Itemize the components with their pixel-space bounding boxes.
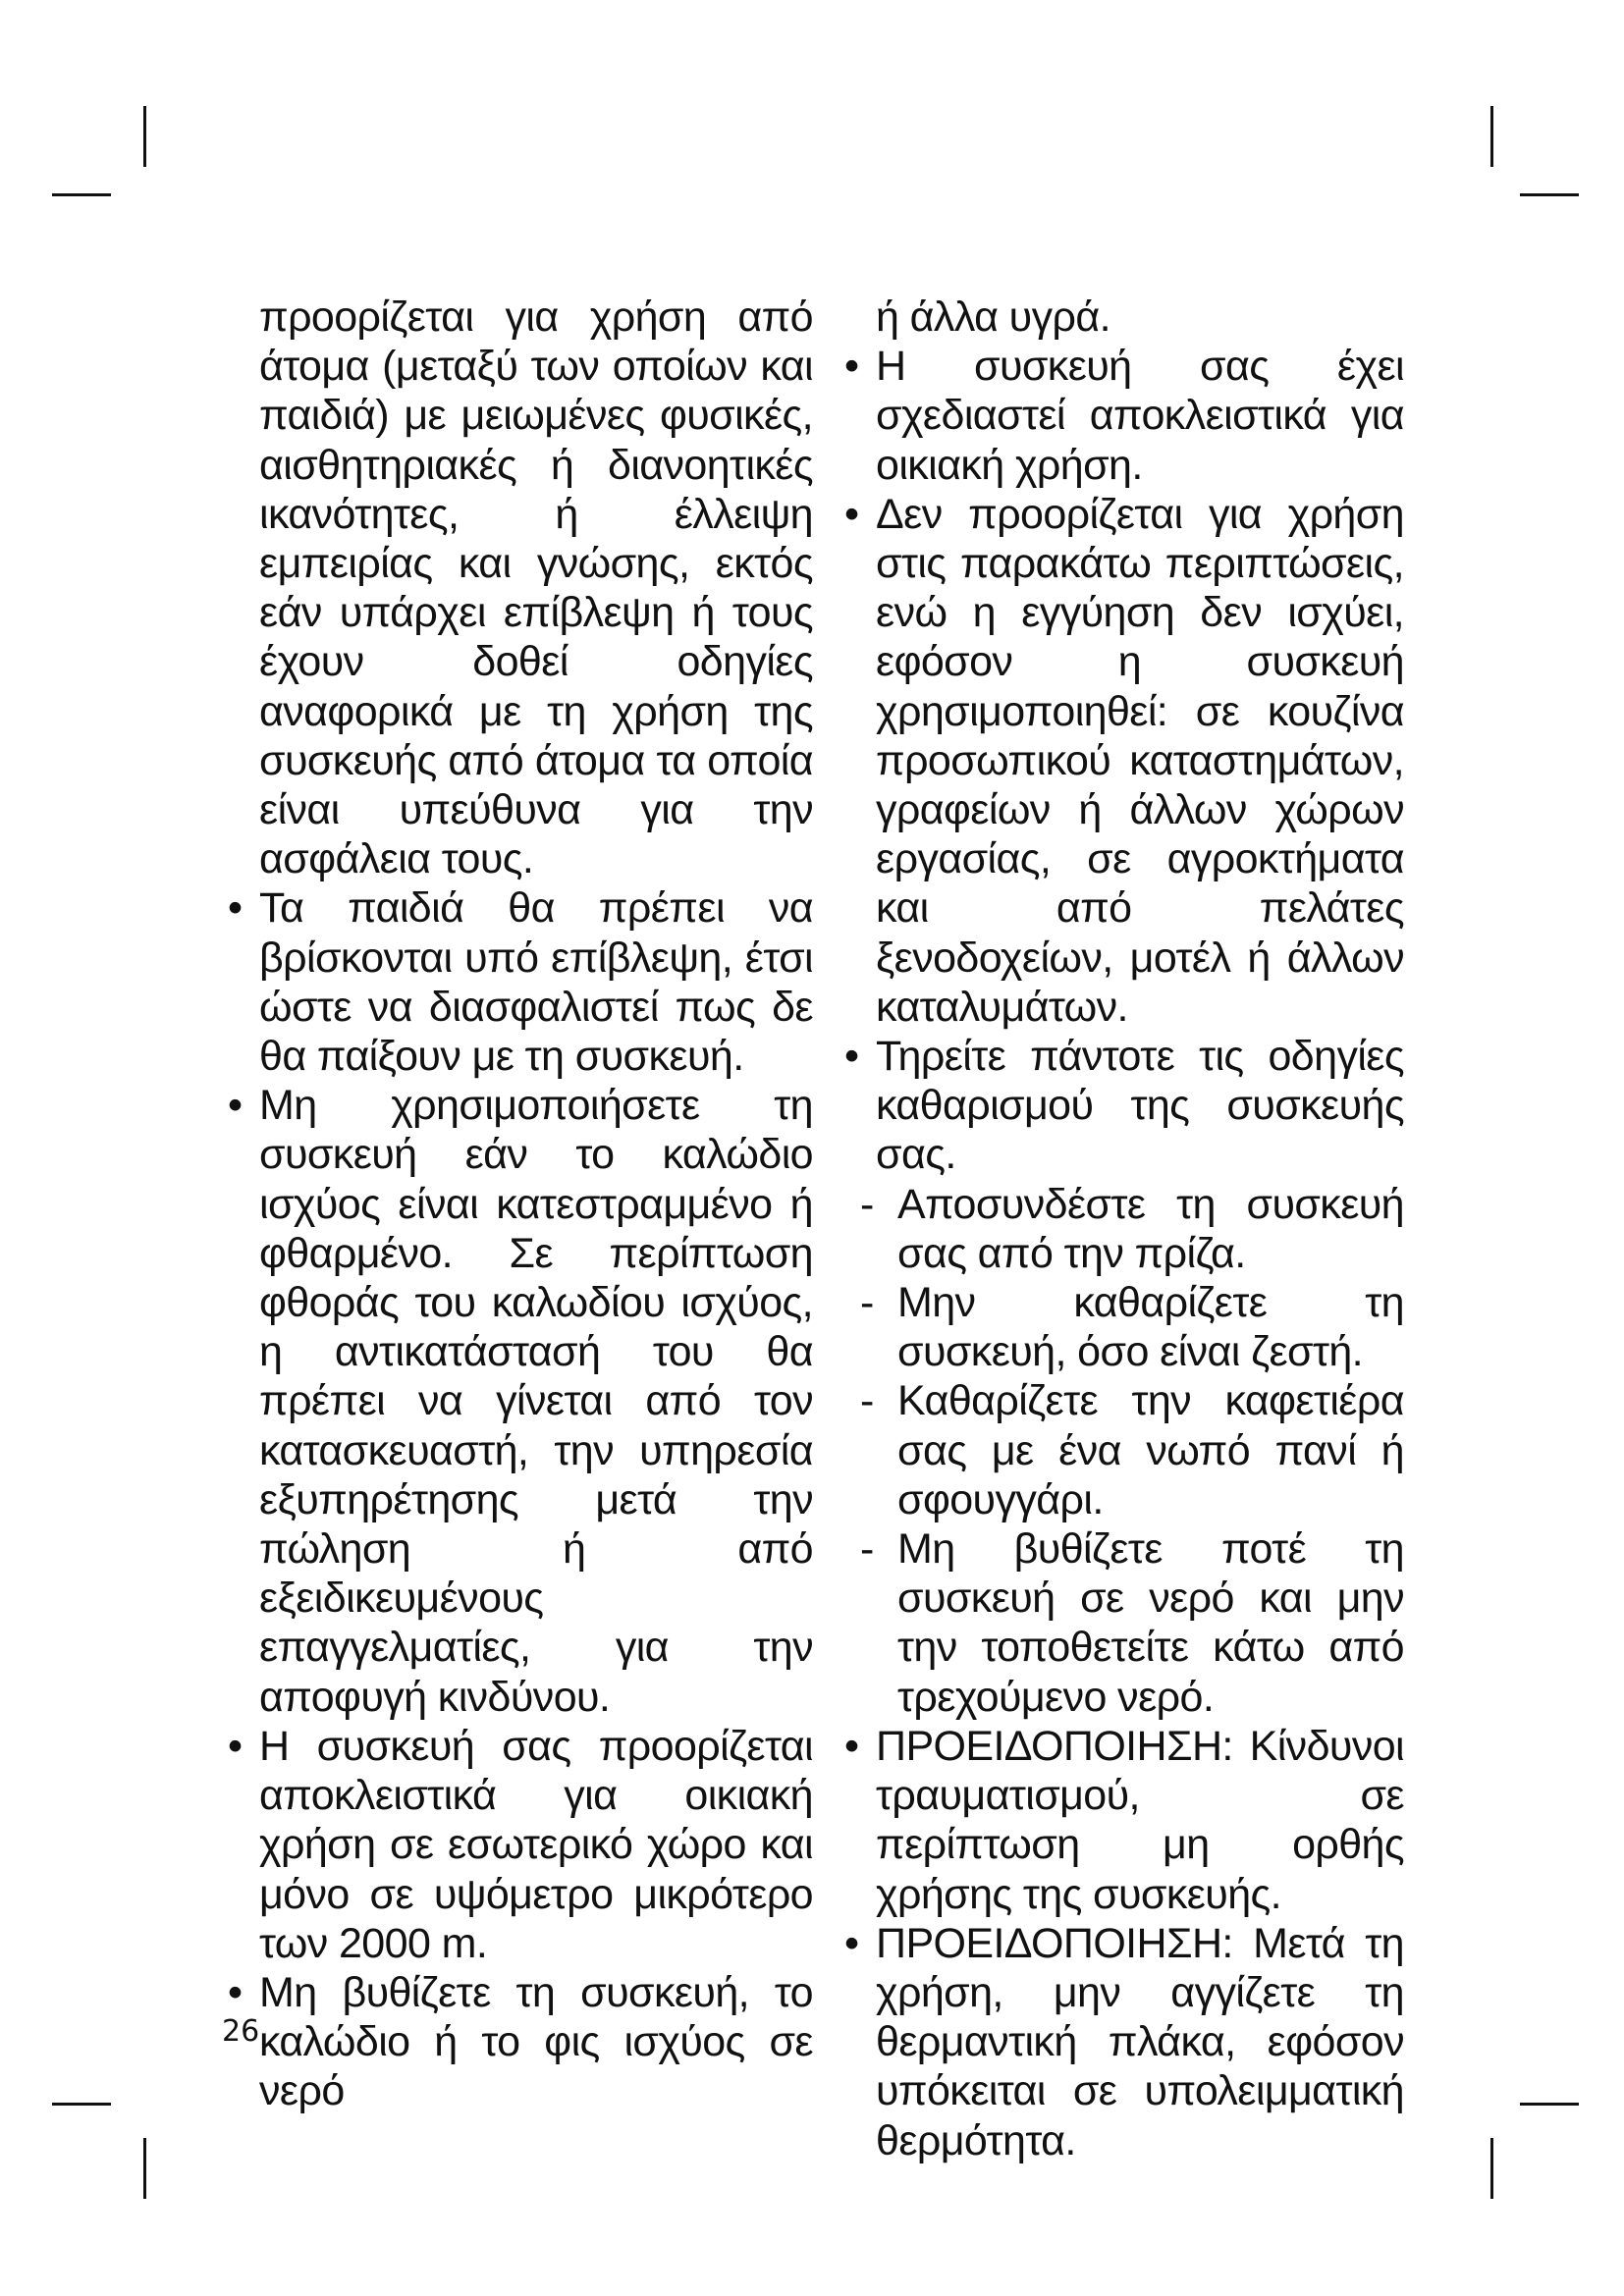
bullet-symbol: • (228, 1722, 243, 1770)
intro-paragraph: προορίζεται για χρήση από άτομα (μεταξύ των οποίων και παιδιά) με μειωμένες φυσικές, αισθητηριακές ή διανοητικές ικανότητες, ή έλλειψη εμπειρίας και γνώσης, εκτός εάν υπάρχει επίβλεψη ή τους έχουν δοθεί οδηγίες αναφορικά με τη χρήση της συσκευής από άτομα τα οποία είναι υπεύθυνα για την ασφάλεια τους. (259, 294, 813, 883)
bullet-text: Η συσκευή σας έχει σχεδιαστεί αποκλειστικά για οικιακή χρήση. (876, 343, 1404, 489)
bullet-symbol: • (844, 343, 859, 391)
bullet-symbol: • (844, 1722, 859, 1770)
warning-bullet (844, 1722, 1404, 1919)
dash-symbol: - (860, 1180, 874, 1228)
dash-symbol: - (860, 1525, 874, 1574)
dash-item (860, 1278, 1404, 1376)
warning-text: ΠΡΟΕΙΔΟΠΟΙΗΣΗ: Μετά τη χρήση, μην αγγίζετε τη θερμαντική πλάκα, εφόσον υπόκειται σε υπολειμματική θερμότητα. (876, 1919, 1404, 2164)
bullet-text: Τα παιδιά θα πρέπει να βρίσκονται υπό επίβλεψη, έτσι ώστε να διασφαλιστεί πως δε θα παίξουν με τη συσκευή. (259, 884, 813, 1081)
dash-text: Μη βυθίζετε ποτέ τη συσκευή σε νερό και μην την τοποθετείτε κάτω από τρεχούμενο νερό. (897, 1525, 1404, 1721)
dash-text: Αποσυνδέστε τη συσκευή σας από την πρίζα. (897, 1180, 1404, 1277)
crop-mark-top-right-vertical (1490, 106, 1493, 167)
warning-text: ΠΡΟΕΙΔΟΠΟΙΗΣΗ: Κίνδυνοι τραυματισμού, σε περίπτωση μη ορθής χρήσης της συσκευής. (876, 1722, 1404, 1918)
bullet-item (228, 1081, 813, 1722)
bullet-symbol: • (228, 1082, 243, 1130)
dash-item (860, 1376, 1404, 1524)
page-number: 26 (222, 2014, 260, 2049)
continuation-text: ή άλλα υγρά. (876, 294, 1110, 341)
crop-mark-bottom-right-vertical (1490, 2138, 1493, 2199)
bullet-symbol: • (844, 490, 859, 538)
dash-text: Μην καθαρίζετε τη συσκευή, όσο είναι ζεστή. (897, 1279, 1404, 1376)
bullet-symbol: • (228, 1968, 243, 2016)
left-column (228, 293, 813, 2116)
dash-symbol: - (860, 1377, 874, 1425)
dash-item (860, 1180, 1404, 1278)
crop-mark-bottom-right-horizontal (1520, 2103, 1579, 2106)
bullet-item (228, 883, 813, 1081)
bullet-text: Δεν προορίζεται για χρήση στις παρακάτω περιπτώσεις, ενώ η εγγύηση δεν ισχύει, εφόσον η συσκευή χρησιμοποιηθεί: σε κουζίνα προσωπικού καταστημάτων, γραφείων ή άλλων χώρων εργασίας, σε αγροκτήματα και από πελάτες ξενοδοχείων, μοτέλ ή άλλων καταλυμάτων. (876, 490, 1404, 1031)
bullet-text: Μη βυθίζετε τη συσκευή, το καλώδιο ή το φις ισχύος σε νερό (259, 1968, 813, 2115)
bullet-symbol: • (844, 1033, 859, 1081)
dash-symbol: - (860, 1279, 874, 1327)
bullet-symbol: • (228, 884, 243, 933)
crop-mark-top-left-horizontal (52, 193, 111, 196)
bullet-text: Η συσκευή σας προορίζεται αποκλειστικά για οικιακή χρήση σε εσωτερικό χώρο και μόνο σε υψόμετρο μικρότερο των 2000 m. (259, 1722, 813, 1967)
bullet-item (844, 1032, 1404, 1180)
crop-mark-bottom-left-vertical (143, 2138, 146, 2199)
bullet-text: Τηρείτε πάντοτε τις οδηγίες καθαρισμού της συσκευής σας. (876, 1033, 1404, 1179)
bullet-item (228, 1968, 813, 2116)
bullet-item (228, 1722, 813, 1968)
bullet-item (844, 490, 1404, 1032)
crop-mark-top-left-vertical (143, 106, 146, 167)
bullet-item (844, 342, 1404, 490)
warning-bullet (844, 1919, 1404, 2165)
dash-item (860, 1524, 1404, 1722)
dash-text: Καθαρίζετε την καφετιέρα σας με ένα νωπό πανί ή σφουγγάρι. (897, 1377, 1404, 1523)
crop-mark-top-right-horizontal (1520, 193, 1579, 196)
bullet-symbol: • (844, 1919, 859, 1967)
crop-mark-bottom-left-horizontal (52, 2103, 111, 2106)
bullet-text: Μη χρησιμοποιήσετε τη συσκευή εάν το καλώδιο ισχύος είναι κατεστραμμένο ή φθαρμένο. Σε περίπτωση φθοράς του καλωδίου ισχύος, η αντικατάστασή του θα πρέπει να γίνεται από τον κατασκευαστή, την υπηρεσία εξυπηρέτησης μετά την πώληση ή από εξειδικευμένους επαγγελματίες, για την αποφυγή κινδύνου. (259, 1082, 813, 1721)
right-column (844, 293, 1404, 2165)
